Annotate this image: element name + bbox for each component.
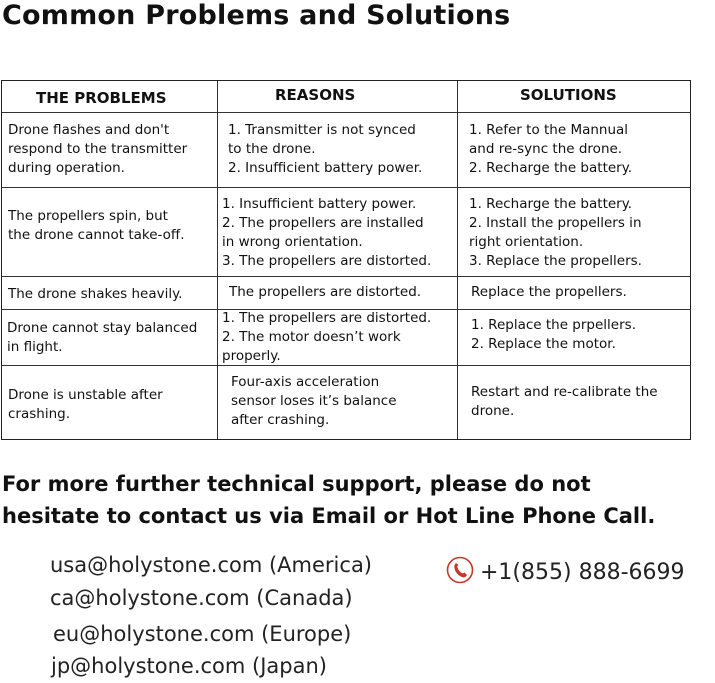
header-reasons: REASONS <box>275 86 356 104</box>
reason-cell: Four-axis acceleration sensor loses it’s balance after crashing. <box>231 374 397 428</box>
row-divider <box>2 112 690 113</box>
row-divider <box>2 187 690 188</box>
solution-cell: Replace the propellers. <box>471 284 627 300</box>
reason-cell: 1. The propellers are distorted. 2. The motor doesn’t work properly. <box>222 310 432 364</box>
solution-cell: 1. Refer to the Mannual and re-sync the drone. 2. Recharge the battery. <box>469 122 633 176</box>
reason-cell: 1. Transmitter is not synced to the drone. 2. Insufficient battery power. <box>228 122 423 176</box>
problem-cell: Drone cannot stay balanced in flight. <box>7 320 198 355</box>
problem-cell: Drone is unstable after crashing. <box>8 387 163 422</box>
phone-number[interactable]: +1(855) 888-6699 <box>480 559 685 585</box>
problem-cell: The propellers spin, but the drone cannot take-off. <box>8 208 185 243</box>
problem-cell: Drone flashes and don't respond to the transmitter during operation. <box>8 122 188 176</box>
solution-cell: Restart and re-calibrate the drone. <box>471 384 658 419</box>
header-solutions: SOLUTIONS <box>520 86 617 104</box>
support-message <box>2 468 655 532</box>
email-europe[interactable]: eu@holystone.com (Europe) <box>53 622 352 646</box>
support-line-2: hesitate to contact us via Email or Hot Line Phone Call. <box>2 504 656 528</box>
email-canada[interactable]: ca@holystone.com (Canada) <box>50 586 353 610</box>
phone-icon <box>446 556 474 588</box>
email-japan[interactable]: jp@holystone.com (Japan) <box>51 654 327 678</box>
row-divider <box>2 276 690 277</box>
problems-table <box>1 80 691 440</box>
email-america[interactable]: usa@holystone.com (America) <box>50 553 373 577</box>
column-divider <box>457 81 458 439</box>
problem-cell: The drone shakes heavily. <box>8 286 183 302</box>
solution-cell: 1. Replace the prpellers. 2. Replace the motor. <box>471 317 636 352</box>
reason-cell: 1. Insufficient battery power. 2. The propellers are installed in wrong orientation. 3. The propellers are distorted. <box>222 196 432 269</box>
hotline[interactable] <box>446 556 685 588</box>
page-title: Common Problems and Solutions <box>2 0 511 31</box>
header-problems: THE PROBLEMS <box>36 89 167 107</box>
reason-cell: The propellers are distorted. <box>229 284 422 300</box>
column-divider <box>217 81 218 439</box>
solution-cell: 1. Recharge the battery. 2. Install the propellers in right orientation. 3. Replace the propellers. <box>469 196 642 269</box>
support-line-1: For more further technical support, please do not <box>2 472 591 496</box>
